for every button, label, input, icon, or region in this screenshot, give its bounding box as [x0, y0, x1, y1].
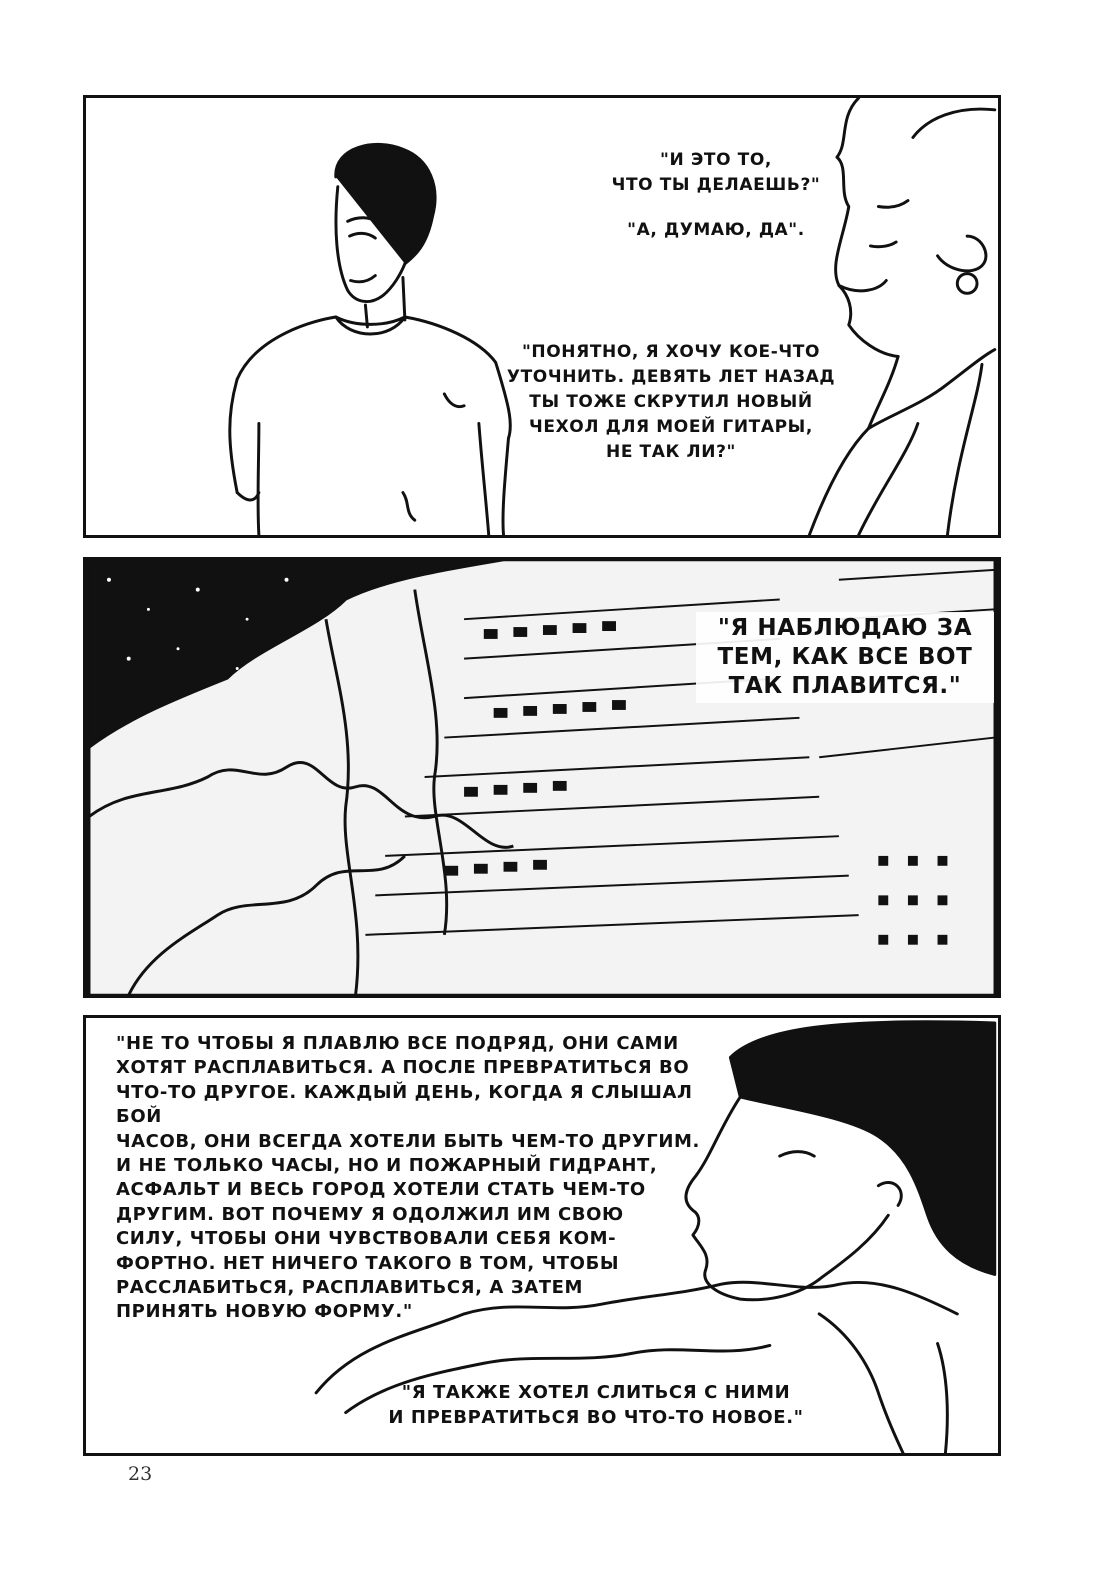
- comic-panel-3: [83, 1015, 1001, 1456]
- panel-1-illustration: [86, 98, 998, 535]
- page-number: 23: [128, 1463, 153, 1485]
- speech-caption: "НЕ ТО ЧТОБЫ Я ПЛАВЛЮ ВСЕ ПОДРЯД, ОНИ САМИ ХОТЯТ РАСПЛАВИТЬСЯ. А ПОСЛЕ ПРЕВРАТИТЬСЯ ВО ЧТО-ТО ДРУГОЕ. КАЖДЫЙ ДЕНЬ, КОГДА Я СЛЫШАЛ БОЙ ЧАСОВ, ОНИ ВСЕГДА ХОТЕЛИ БЫТЬ ЧЕМ-ТО ДРУГИМ. И НЕ ТОЛЬКО ЧАСЫ, НО И ПОЖАРНЫЙ ГИДРАНТ, АСФАЛЬТ И ВЕСЬ ГОРОД ХОТЕЛИ СТАТЬ ЧЕМ-ТО ДРУГИМ. ВОТ ПОЧЕМУ Я ОДОЛЖИЛ ИМ СВОЮ СИЛУ, ЧТОБЫ ОНИ ЧУВСТВОВАЛИ СЕБЯ КОМ- ФОРТНО. НЕТ НИЧЕГО ТАКОГО В ТОМ, ЧТОБЫ РАССЛАБИТЬСЯ, РАСПЛАВИТЬСЯ, А ЗАТЕМ ПРИНЯТЬ НОВУЮ ФОРМУ.": [116, 1033, 700, 1323]
- speech-caption: "А, ДУМАЮ, ДА".: [627, 220, 805, 240]
- speech-caption: "Я НАБЛЮДАЮ ЗА ТЕМ, КАК ВСЕ ВОТ ТАК ПЛАВИТСЯ.": [696, 612, 994, 703]
- comic-panel-1: [83, 95, 1001, 538]
- speech-caption: "И ЭТО ТО, ЧТО ТЫ ДЕЛАЕШЬ?": [611, 150, 821, 195]
- speech-caption: "Я ТАКЖЕ ХОТЕЛ СЛИТЬСЯ С НИМИ И ПРЕВРАТИТЬСЯ ВО ЧТО-ТО НОВОЕ.": [388, 1382, 804, 1428]
- speech-caption: "ПОНЯТНО, Я ХОЧУ КОЕ-ЧТО УТОЧНИТЬ. ДЕВЯТЬ ЛЕТ НАЗАД ТЫ ТОЖЕ СКРУТИЛ НОВЫЙ ЧЕХОЛ ДЛЯ МОЕЙ ГИТАРЫ, НЕ ТАК ЛИ?": [506, 342, 836, 462]
- comic-panel-2: [83, 557, 1001, 998]
